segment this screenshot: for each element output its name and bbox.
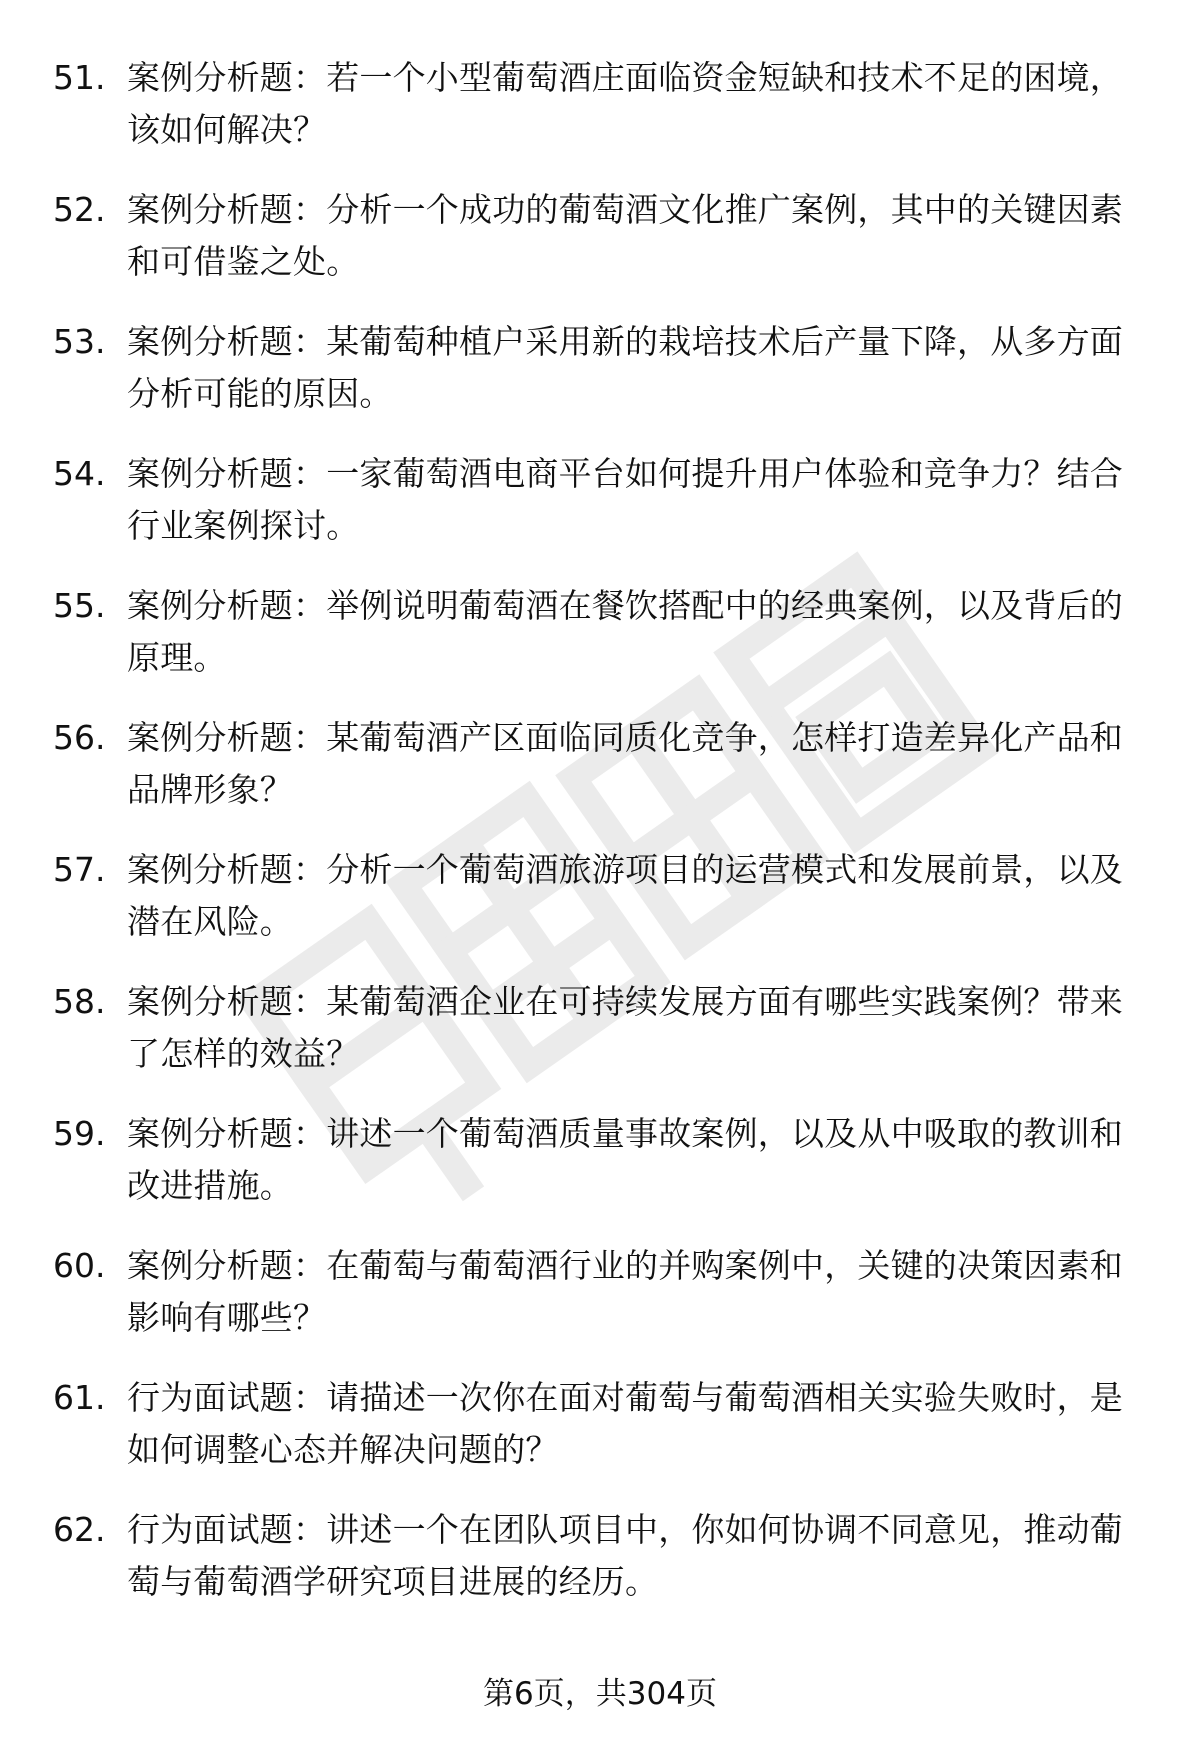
question-item bbox=[0, 1372, 1200, 1504]
question-text: 案例分析题：某葡萄酒产区面临同质化竞争，怎样打造差异化产品和品牌形象？ bbox=[127, 718, 1123, 809]
question-text: 案例分析题：分析一个葡萄酒旅游项目的运营模式和发展前景，以及潜在风险。 bbox=[127, 850, 1123, 941]
question-item bbox=[0, 1108, 1200, 1240]
question-item bbox=[0, 184, 1200, 316]
question-text: 案例分析题：某葡萄酒企业在可持续发展方面有哪些实践案例？带来了怎样的效益？ bbox=[127, 982, 1123, 1073]
question-list bbox=[0, 52, 1200, 1636]
question-item bbox=[0, 448, 1200, 580]
question-item bbox=[0, 52, 1200, 184]
question-text: 案例分析题：举例说明葡萄酒在餐饮搭配中的经典案例，以及背后的原理。 bbox=[127, 586, 1123, 677]
question-number: 59. bbox=[53, 1114, 106, 1153]
question-item bbox=[0, 1504, 1200, 1636]
question-number: 57. bbox=[53, 850, 106, 889]
question-number: 60. bbox=[53, 1246, 106, 1285]
question-text: 案例分析题：某葡萄种植户采用新的栽培技术后产量下降，从多方面分析可能的原因。 bbox=[127, 322, 1123, 413]
question-text: 案例分析题：在葡萄与葡萄酒行业的并购案例中，关键的决策因素和影响有哪些？ bbox=[127, 1246, 1123, 1337]
question-number: 53. bbox=[53, 322, 106, 361]
question-item bbox=[0, 844, 1200, 976]
question-number: 51. bbox=[53, 58, 106, 97]
question-number: 55. bbox=[53, 586, 106, 625]
question-text: 案例分析题：一家葡萄酒电商平台如何提升用户体验和竞争力？结合行业案例探讨。 bbox=[127, 454, 1123, 545]
question-text: 案例分析题：若一个小型葡萄酒庄面临资金短缺和技术不足的困境，该如何解决？ bbox=[127, 58, 1123, 149]
question-item bbox=[0, 712, 1200, 844]
question-text: 行为面试题：请描述一次你在面对葡萄与葡萄酒相关实验失败时，是如何调整心态并解决问题的？ bbox=[127, 1378, 1123, 1469]
question-text: 案例分析题：讲述一个葡萄酒质量事故案例，以及从中吸取的教训和改进措施。 bbox=[127, 1114, 1123, 1205]
question-text: 案例分析题：分析一个成功的葡萄酒文化推广案例，其中的关键因素和可借鉴之处。 bbox=[127, 190, 1123, 281]
question-number: 56. bbox=[53, 718, 106, 757]
page-footer: 第6页，共304页 bbox=[483, 1676, 717, 1712]
question-number: 52. bbox=[53, 190, 106, 229]
question-item bbox=[0, 976, 1200, 1108]
question-number: 62. bbox=[53, 1510, 106, 1549]
question-item bbox=[0, 580, 1200, 712]
question-text: 行为面试题：讲述一个在团队项目中，你如何协调不同意见，推动葡萄与葡萄酒学研究项目进展的经历。 bbox=[127, 1510, 1123, 1601]
question-item bbox=[0, 316, 1200, 448]
question-number: 61. bbox=[53, 1378, 106, 1417]
question-number: 54. bbox=[53, 454, 106, 493]
question-number: 58. bbox=[53, 982, 106, 1021]
question-item bbox=[0, 1240, 1200, 1372]
